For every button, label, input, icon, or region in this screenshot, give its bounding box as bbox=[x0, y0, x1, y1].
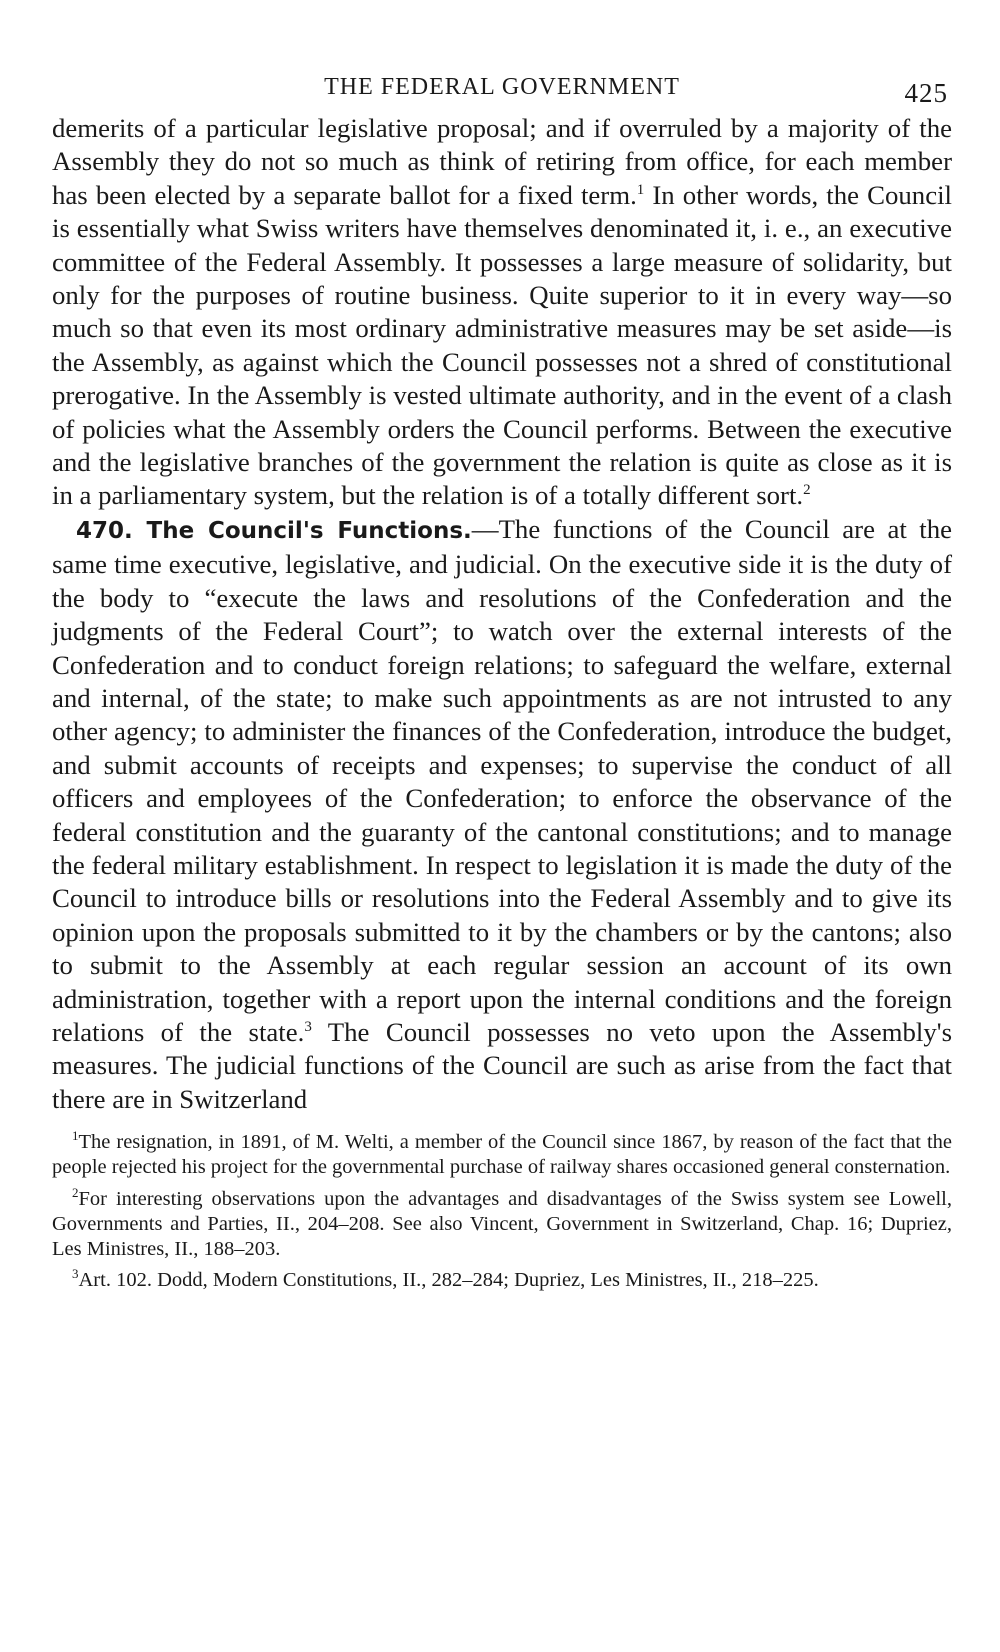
footnote-3 bbox=[52, 1268, 952, 1293]
paragraph-1-text-b: In other words, the Council is essentially what Swiss writers have themselves denominated it, i. e., an executive committee of the Federal Assembly. It possesses a large measure of solidarity, but only for the purposes of routine business. Quite superior to it in every way—so much so that even its most ordinary administrative measures may be set aside—is the Assembly, as against which the Council possesses not a shred of constitutional prerogative. In the Assembly is vested ultimate authority, and in the event of a clash of policies what the Assembly orders the Council performs. Between the executive and the legislative branches of the government the relation is quite as close as it is in a parliamentary system, but the relation is of a totally different sort. bbox=[52, 179, 952, 511]
footnote-2 bbox=[52, 1184, 952, 1263]
footnotes bbox=[52, 1130, 952, 1293]
footnote-ref-1: 1 bbox=[636, 181, 645, 198]
footnote-ref-3: 3 bbox=[304, 1019, 312, 1036]
footnote-ref-2: 2 bbox=[803, 482, 811, 499]
paragraph-1 bbox=[52, 112, 952, 513]
running-title: THE FEDERAL GOVERNMENT bbox=[324, 74, 680, 100]
footnote-marker: 1 bbox=[72, 1128, 79, 1144]
paragraph-2-text-a: —The functions of the Council are at the same time executive, legislative, and judicial. On the executive side it is the duty of the body to “execute the laws and resolutions of the Confederation and the judgments of the Federal Court”; to watch over the external interests of the Confederation and to conduct foreign relations; to safeguard the welfare, external and internal, of the state; to make such appointments as are not intrusted to any other agency; to administer the finances of the Confederation, introduce the budget, and submit accounts of receipts and expenses; to supervise the conduct of all officers and employees of the Confederation; to enforce the observance of the federal constitution and the guaranty of the cantonal constitutions; and to manage the federal military establishment. In respect to legislation it is made the duty of the Council to introduce bills or resolutions into the Federal Assembly and to give its opinion upon the proposals submitted to it by the chambers or by the cantons; also to submit to the Assembly at each regular session an account of its own administration, together with a report upon the internal conditions and the foreign relations of the state. bbox=[52, 513, 953, 1047]
footnote-marker: 2 bbox=[72, 1184, 79, 1200]
footnote-text: Art. 102. Dodd, Modern Constitutions, II., 282–284; Dupriez, Les Ministres, II., 218–225. bbox=[78, 1269, 819, 1292]
paragraph-2-text-b: The Council possesses no veto upon the Assembly's measures. The judicial functions of the Council are such as arise from the fact that there are in Switzerland bbox=[52, 1016, 953, 1114]
footnote-text: For interesting observations upon the advantages and disadvantages of the Swiss system see Lowell, Governments and Parties, II., 204–208. See also Vincent, Government in Switzerland, Chap. 16; Dupriez, Les Ministres, II., 188–203. bbox=[52, 1187, 952, 1260]
footnote-1 bbox=[52, 1130, 952, 1180]
paragraph-1-text-a: demerits of a particular legislative proposal; and if overruled by a majority of the Assembly they do not so much as think of retiring from office, for each member has been elected by a separate ballot for a fixed term. bbox=[52, 113, 952, 210]
running-head bbox=[52, 62, 952, 108]
paragraph-2 bbox=[52, 513, 952, 1116]
footnote-marker: 3 bbox=[72, 1266, 79, 1282]
section-heading: 470. The Council's Functions. bbox=[76, 517, 472, 544]
footnote-text: The resignation, in 1891, of M. Welti, a member of the Council since 1867, by reason of the fact that the people rejected his project for the governmental purchase of railway shares occasioned general consternation. bbox=[52, 1131, 952, 1179]
body-text bbox=[52, 112, 952, 1116]
page-number: 425 bbox=[904, 78, 948, 108]
book-page bbox=[52, 62, 952, 1299]
